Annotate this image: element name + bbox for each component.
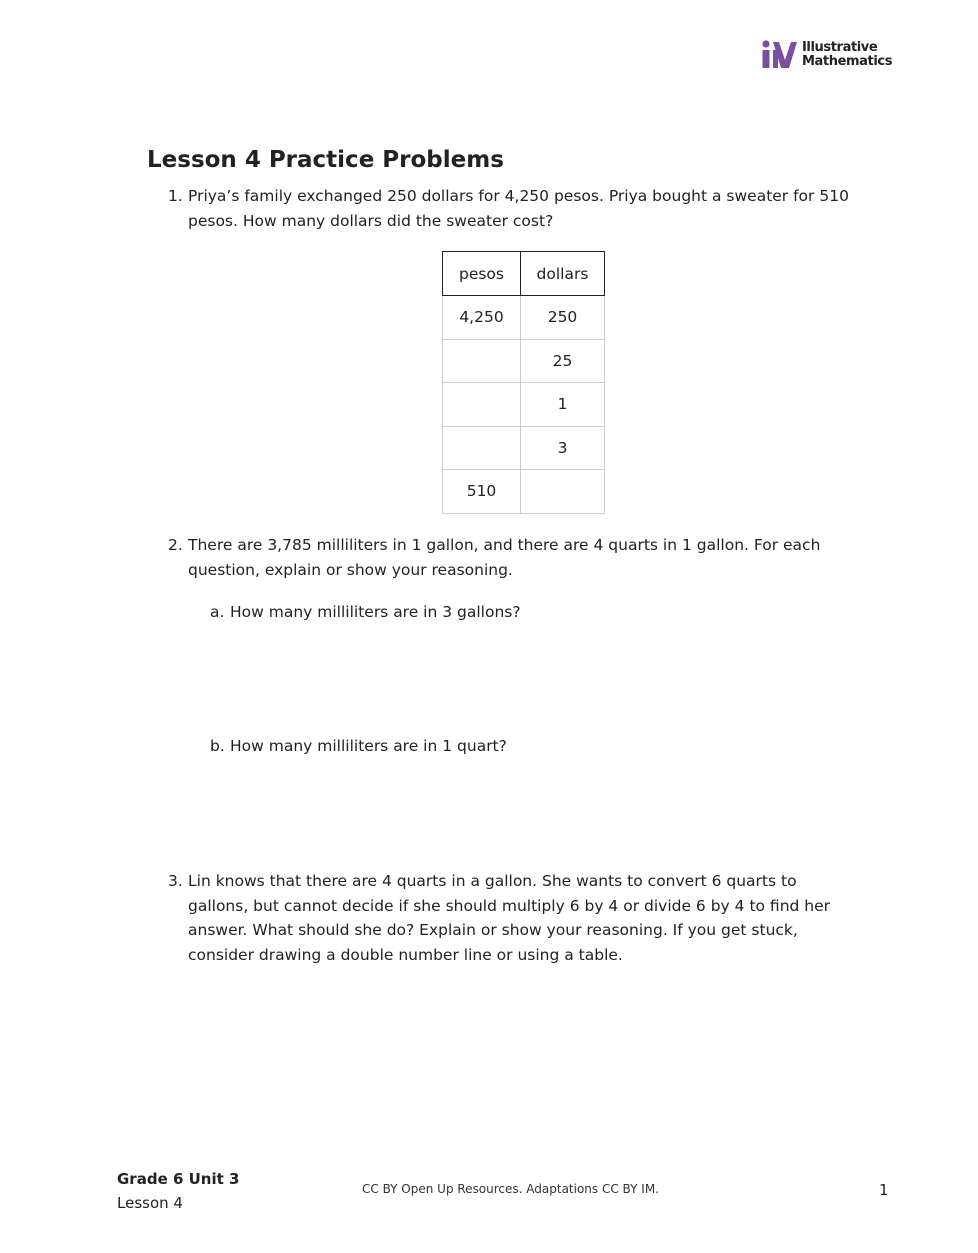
problem-2 — [168, 533, 853, 582]
problem-2-part-a-label: a. — [210, 603, 225, 621]
table-row — [443, 339, 605, 383]
logo-line-2: Mathematics — [802, 54, 893, 69]
table-header-row — [443, 252, 605, 296]
problem-2-part-b-label: b. — [210, 737, 225, 755]
problem-3-text: Lin knows that there are 4 quarts in a gallon. She wants to convert 6 quarts to gallons, but cannot decide if she should multiply 6 by 4 or divide 6 by 4 to find her answer. What should she do? Explain or show your reasoning. If you get stuck, consider drawing a double number line or using a table. — [188, 872, 831, 964]
problem-2-part-b-text: How many milliliters are in 1 quart? — [230, 737, 507, 755]
problem-1-text: Priya’s family exchanged 250 dollars for 4,250 pesos. Priya bought a sweater for 510 pesos. How many dollars did the sweater cost? — [188, 187, 849, 230]
table-cell: 1 — [521, 383, 605, 427]
pesos-dollars-table — [442, 251, 605, 514]
footer-license: CC BY Open Up Resources. Adaptations CC BY IM. — [362, 1182, 659, 1196]
table-row — [443, 296, 605, 340]
table-cell — [443, 339, 521, 383]
footer-lesson-info — [117, 1167, 239, 1215]
table-row — [443, 426, 605, 470]
im-logo-icon — [761, 40, 799, 70]
table-header-dollars: dollars — [521, 252, 605, 296]
table-cell: 25 — [521, 339, 605, 383]
page-title: Lesson 4 Practice Problems — [147, 147, 504, 173]
page-number: 1 — [879, 1181, 889, 1199]
table-row — [443, 383, 605, 427]
table-cell: 4,250 — [443, 296, 521, 340]
logo-wordmark — [802, 41, 892, 69]
problem-2-text: There are 3,785 milliliters in 1 gallon, and there are 4 quarts in 1 gallon. For each question, explain or show your reasoning. — [188, 536, 821, 579]
problem-3-number: 3. — [168, 872, 183, 890]
table-cell — [443, 383, 521, 427]
problem-2-number: 2. — [168, 536, 183, 554]
problem-3 — [168, 869, 853, 967]
table-cell: 510 — [443, 470, 521, 514]
problem-1 — [168, 184, 853, 233]
footer-grade: Grade 6 Unit 3 — [117, 1170, 240, 1188]
table-row — [443, 470, 605, 514]
illustrative-mathematics-logo — [761, 40, 901, 70]
footer-lesson: Lesson 4 — [117, 1194, 183, 1212]
logo-line-1: Illustrative — [802, 40, 878, 55]
table-header-pesos: pesos — [443, 252, 521, 296]
table-cell: 250 — [521, 296, 605, 340]
problem-2-part-b — [210, 734, 507, 758]
table-cell — [521, 470, 605, 514]
table-cell — [443, 426, 521, 470]
problem-1-number: 1. — [168, 187, 183, 205]
table-cell: 3 — [521, 426, 605, 470]
problem-2-part-a — [210, 600, 521, 624]
problem-2-part-a-text: How many milliliters are in 3 gallons? — [230, 603, 521, 621]
